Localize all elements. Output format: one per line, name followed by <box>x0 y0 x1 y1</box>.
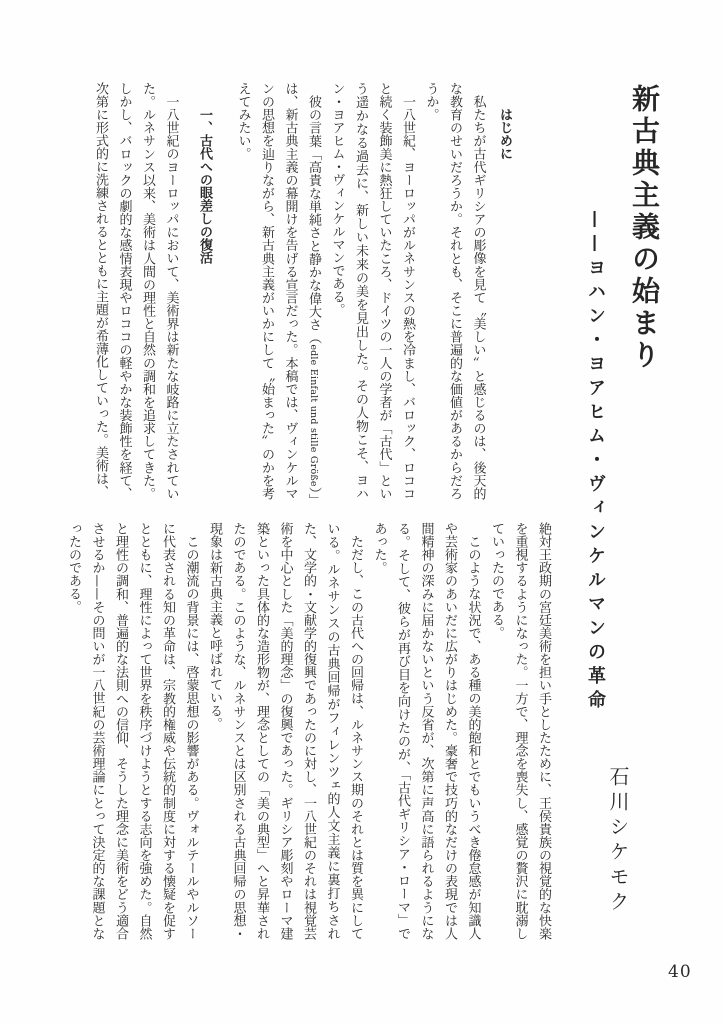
body-text-lower-block <box>61 522 555 940</box>
section-heading: はじめに <box>497 108 512 160</box>
latin-phrase: edle Einfalt und stille Größe <box>308 344 319 487</box>
paragraph: 絶対王政期の宮廷美術を担い手としたために、王侯貴族の視覚的な快楽を重視するようになった。一方で、理念を喪失し、感覚の贅沢に耽溺していったのである。 <box>489 522 551 940</box>
paragraph: 彼の言葉「高貴な単純さと静かな偉大さ（edle Einfalt und stille Größe）」は、新古典主義の幕開けを告げる宣言だった。本稿では、ヴィンケルマンの思想を辿りながら、新古典主義がいかにして〝始まった〟のかを考えてみたい。 <box>235 82 321 501</box>
article-subtitle: ——ヨハン・ヨアヒム・ヴィンケルマンの革命 <box>585 210 606 714</box>
paragraph: ただし、この古代への回帰は、ルネサンス期のそれとは質を異にしている。ルネサンスの古典回帰がフィレンツェ的人文主義に裏打ちされた、文学的・文献学的復興であったのに対し、一八世紀のそれは視覚芸術を中心とした「美的理念」の復興であった。ギリシア彫刻やローマ建築といった具体的な造形物が、理念としての「美の典型」へと昇華されたのである。このような、ルネサンスとは区別される古典回帰の思想・現象は新古典主義と呼ばれている。 <box>207 522 363 940</box>
article-title: 新古典主義の始まり <box>628 84 661 372</box>
paragraph: この潮流の背景には、啓蒙思想の影響がある。ヴォルテールやルソーに代表される知の革命は、宗教的権威や伝統的制度に対する懐疑を促すとともに、理性によって世界を秩序づけようとする志向を強めた。自然と理性の調和、普遍的な法則への信仰、そうした理念に美術をどう適合させるか——その問いが一八世紀の芸術理論にとって決定的な課題となったのである。 <box>66 522 199 940</box>
paragraph: 私たちが古代ギリシアの彫像を見て〝美しい〟と感じるのは、後天的な教育のせいだろうか。それとも、そこに普遍的な価値があるからだろうか。 <box>423 82 486 500</box>
body-text-upper-block <box>80 82 520 500</box>
article-author: 石川シケモク <box>606 766 630 916</box>
section-heading: 一、古代への眼差しの復活 <box>197 108 212 264</box>
page-number: 40 <box>668 962 692 982</box>
paragraph: 一八世紀のヨーロッパにおいて、美術界は新たな岐路に立たされていた。ルネサンス以来、美術は人間の理性と自然の調和を追求してきた。しかし、バロックの劇的な感情表現やロココの軽やかな装飾性を経て、次第に形式的に洗練されるとともに主題が希薄化していった。美術は、 <box>93 82 179 500</box>
paragraph: 一八世紀、ヨーロッパがルネサンスの熱を冷まし、バロック、ロココと続く装飾美に熱狂していたころ、ドイツの一人の学者が「古代」という遥かなる過去に、新しい未来の美を見出した。その人物こそ、ヨハン・ヨアヒム・ヴィンケルマンである。 <box>329 82 415 500</box>
paragraph: このような状況で、ある種の美的飽和とでもいうべき倦怠感が知識人や芸術家のあいだに広がりはじめた。豪奢で技巧的なだけの表現では人間精神の深みに届かないという反省が、次第に声高に語られるようになる。そして、彼らが再び目を向けたのが、「古代ギリシア・ローマ」であった。 <box>371 522 481 940</box>
